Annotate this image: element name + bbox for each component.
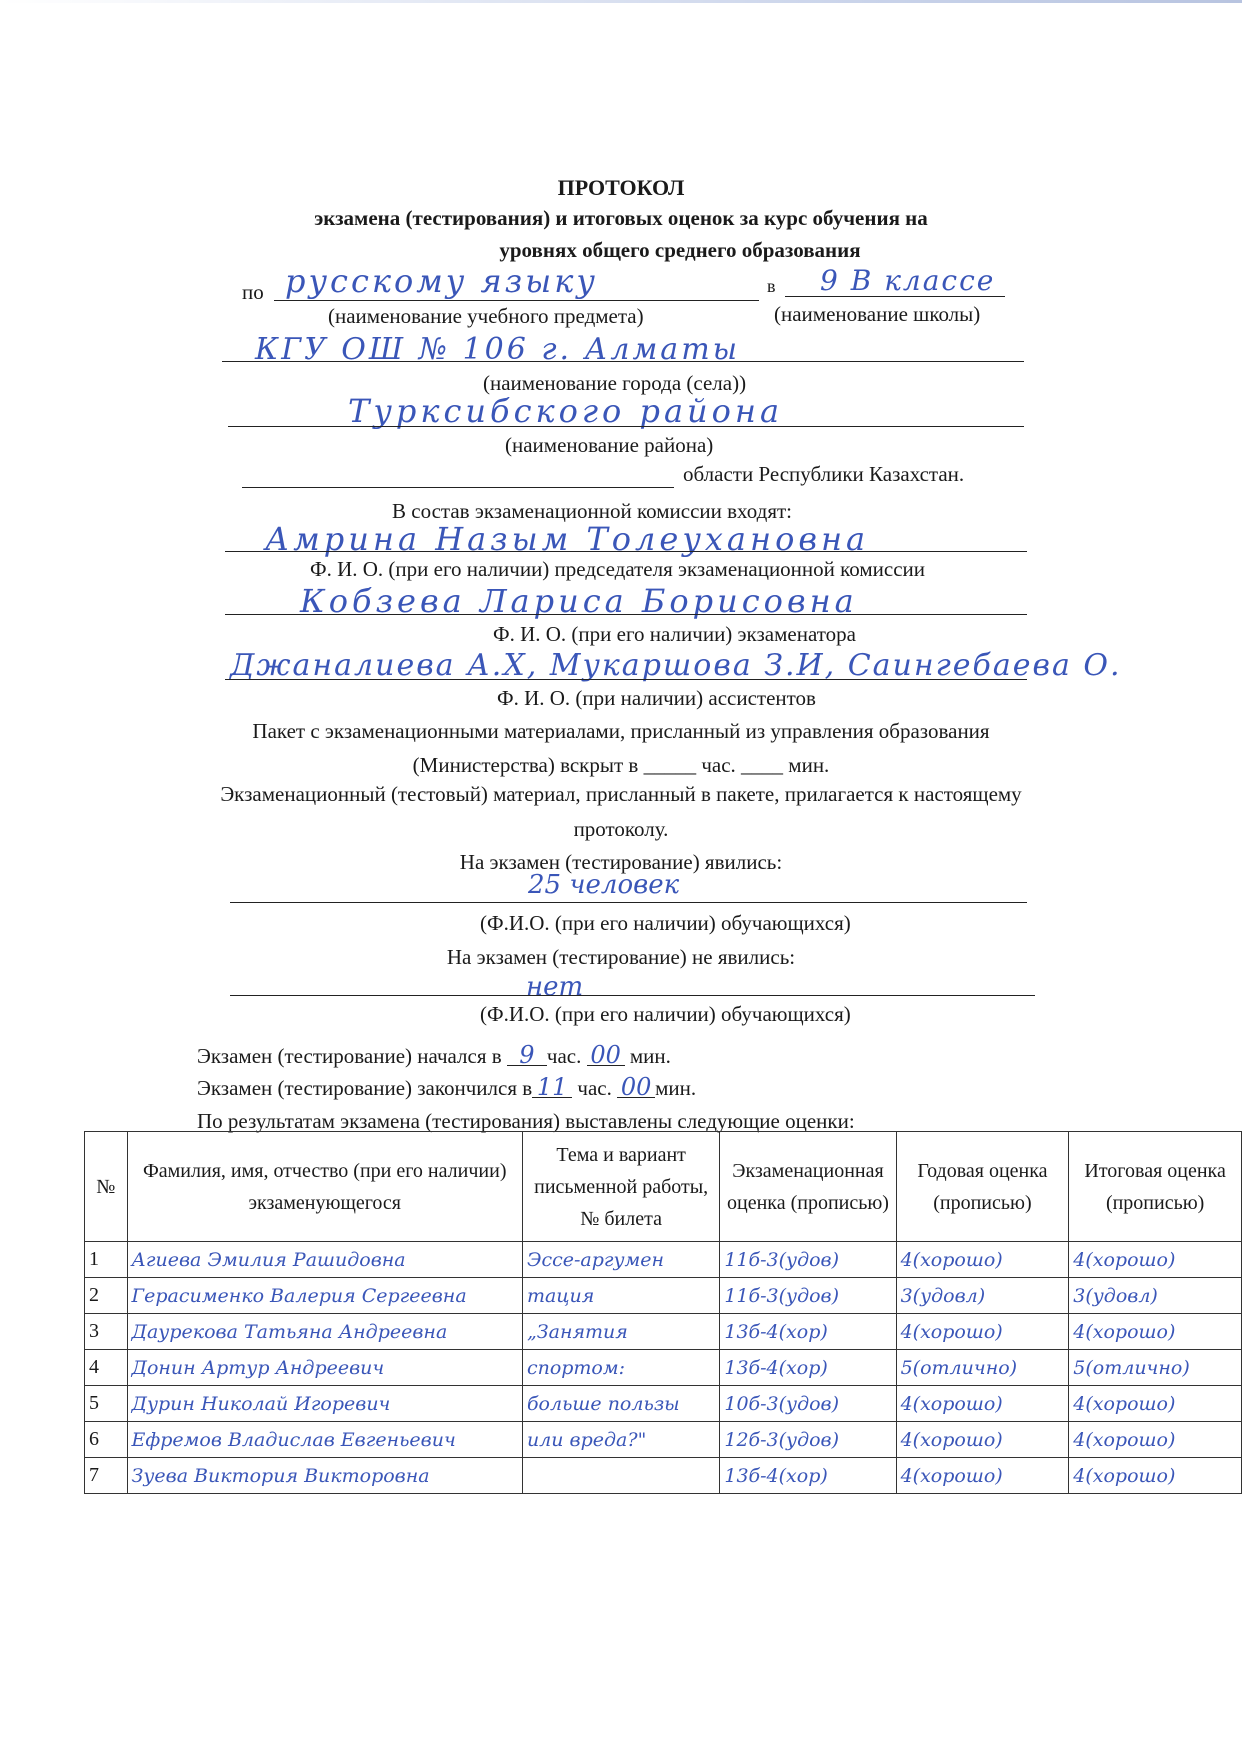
row-exam-grade: 11б-3(удов) bbox=[720, 1278, 896, 1314]
header-topic: Тема и вариант письменной работы, № билета bbox=[522, 1132, 719, 1242]
document-subtitle-line1: экзамена (тестирования) и итоговых оценок за курс обучения на bbox=[314, 206, 928, 230]
table-row bbox=[85, 1278, 1242, 1314]
end-time-row bbox=[197, 1073, 697, 1101]
chair-value: Амрина Назым Толеухановна bbox=[265, 520, 870, 558]
present-label: На экзамен (тестирование) явились: bbox=[459, 850, 783, 874]
row-topic: или вреда?" bbox=[522, 1422, 719, 1458]
row-final-grade: 4(хорошо) bbox=[1069, 1242, 1242, 1278]
city-caption: (наименование города (села)) bbox=[483, 371, 747, 395]
commission-intro: В состав экзаменационной комиссии входят: bbox=[392, 499, 793, 523]
row-topic: спортом: bbox=[522, 1350, 719, 1386]
examiner-value: Кобзева Лариса Борисовна bbox=[300, 582, 858, 620]
row-topic: тация bbox=[522, 1278, 719, 1314]
row-name: Донин Артур Андреевич bbox=[127, 1350, 522, 1386]
header-annual: Годовая оценка (прописью) bbox=[896, 1132, 1069, 1242]
material-line1: Экзаменационный (тестовый) материал, присланный в пакете, прилагается к настоящему bbox=[220, 782, 1022, 806]
row-name: Ефремов Владислав Евгеньевич bbox=[127, 1422, 522, 1458]
row-exam-grade: 13б-4(хор) bbox=[720, 1350, 896, 1386]
district-caption: (наименование района) bbox=[505, 433, 714, 457]
row-num: 1 bbox=[85, 1242, 128, 1278]
scan-edge bbox=[0, 0, 1242, 3]
end-hour: 11 bbox=[532, 1077, 572, 1098]
row-annual-grade: 5(отлично) bbox=[896, 1350, 1069, 1386]
end-min: 00 bbox=[617, 1077, 655, 1098]
chair-underline bbox=[225, 551, 1027, 552]
absent-caption: (Ф.И.О. (при его наличии) обучающихся) bbox=[480, 1002, 851, 1026]
school-underline bbox=[222, 361, 1024, 362]
chair-caption: Ф. И. О. (при его наличии) председателя экзаменационной комиссии bbox=[310, 557, 926, 581]
row-name: Герасименко Валерия Сергеевна bbox=[127, 1278, 522, 1314]
row-num: 4 bbox=[85, 1350, 128, 1386]
row-annual-grade: 3(удовл) bbox=[896, 1278, 1069, 1314]
absent-label: На экзамен (тестирование) не явились: bbox=[446, 945, 796, 969]
row-name: Дурин Николай Игоревич bbox=[127, 1386, 522, 1422]
absent-value: нет bbox=[526, 972, 584, 1002]
header-exam: Экзаменационная оценка (прописью) bbox=[720, 1132, 896, 1242]
subject-prefix: по bbox=[242, 280, 264, 304]
row-num: 6 bbox=[85, 1422, 128, 1458]
start-hour-label: час. bbox=[546, 1044, 582, 1068]
row-annual-grade: 4(хорошо) bbox=[896, 1422, 1069, 1458]
header-num: № bbox=[85, 1132, 128, 1242]
subject-underline bbox=[274, 300, 759, 301]
row-final-grade: 4(хорошо) bbox=[1069, 1422, 1242, 1458]
row-final-grade: 5(отлично) bbox=[1069, 1350, 1242, 1386]
school-caption: (наименование школы) bbox=[774, 302, 981, 326]
table-row bbox=[85, 1350, 1242, 1386]
header-name: Фамилия, имя, отчество (при его наличии) экзаменующегося bbox=[127, 1132, 522, 1242]
row-exam-grade: 13б-4(хор) bbox=[720, 1458, 896, 1494]
assistants-caption: Ф. И. О. (при наличии) ассистентов bbox=[497, 686, 816, 710]
row-num: 7 bbox=[85, 1458, 128, 1494]
row-num: 2 bbox=[85, 1278, 128, 1314]
start-min-label: мин. bbox=[629, 1044, 671, 1068]
row-exam-grade: 11б-3(удов) bbox=[720, 1242, 896, 1278]
row-annual-grade: 4(хорошо) bbox=[896, 1458, 1069, 1494]
start-time-row bbox=[197, 1041, 671, 1069]
region-suffix: области Республики Казахстан. bbox=[683, 462, 965, 486]
table-row bbox=[85, 1458, 1242, 1494]
present-caption: (Ф.И.О. (при его наличии) обучающихся) bbox=[480, 911, 851, 935]
row-num: 3 bbox=[85, 1314, 128, 1350]
region-underline bbox=[242, 487, 674, 488]
grades-table bbox=[84, 1131, 1242, 1494]
end-prefix: Экзамен (тестирование) закончился в bbox=[197, 1076, 533, 1100]
present-underline bbox=[230, 902, 1027, 903]
row-topic: Эссе-аргумен bbox=[522, 1242, 719, 1278]
row-topic bbox=[522, 1458, 719, 1494]
row-name: Агиева Эмилия Рашидовна bbox=[127, 1242, 522, 1278]
row-final-grade: 4(хорошо) bbox=[1069, 1458, 1242, 1494]
subject-value: русскому языку bbox=[285, 262, 598, 300]
city-underline bbox=[228, 426, 1024, 427]
document-subtitle-line2: уровнях общего среднего образования bbox=[499, 238, 861, 262]
city-value: Турксибского района bbox=[348, 392, 784, 430]
package-line1: Пакет с экзаменационными материалами, присланный из управления образования bbox=[252, 719, 990, 743]
row-exam-grade: 13б-4(хор) bbox=[720, 1314, 896, 1350]
row-final-grade: 4(хорошо) bbox=[1069, 1314, 1242, 1350]
class-value: 9 В классе bbox=[820, 264, 996, 297]
row-annual-grade: 4(хорошо) bbox=[896, 1314, 1069, 1350]
class-in-label: в bbox=[767, 276, 776, 296]
start-min: 00 bbox=[587, 1045, 625, 1066]
row-final-grade: 3(удовл) bbox=[1069, 1278, 1242, 1314]
table-header-row bbox=[85, 1132, 1242, 1242]
table-row bbox=[85, 1242, 1242, 1278]
row-annual-grade: 4(хорошо) bbox=[896, 1242, 1069, 1278]
absent-underline bbox=[230, 995, 1035, 996]
results-intro: По результатам экзамена (тестирования) выставлены следующие оценки: bbox=[197, 1109, 855, 1133]
document-title: ПРОТОКОЛ bbox=[557, 175, 685, 200]
end-min-label: мин. bbox=[655, 1076, 697, 1100]
examiner-underline bbox=[225, 614, 1027, 615]
header-final: Итоговая оценка (прописью) bbox=[1069, 1132, 1242, 1242]
row-topic: „Занятия bbox=[522, 1314, 719, 1350]
table-row bbox=[85, 1314, 1242, 1350]
row-annual-grade: 4(хорошо) bbox=[896, 1386, 1069, 1422]
assistants-underline bbox=[225, 679, 1027, 680]
school-value: КГУ ОШ № 106 г. Алматы bbox=[255, 332, 741, 367]
subject-caption: (наименование учебного предмета) bbox=[328, 304, 644, 328]
row-topic: больше пользы bbox=[522, 1386, 719, 1422]
examiner-caption: Ф. И. О. (при его наличии) экзаменатора bbox=[493, 622, 856, 646]
assistants-value: Джаналиева А.Х, Мукаршова З.И, Саингебаева О. bbox=[230, 648, 1122, 683]
table-row bbox=[85, 1422, 1242, 1458]
end-hour-label: час. bbox=[577, 1076, 612, 1100]
package-line2: (Министерства) вскрыт в _____ час. ____ мин. bbox=[412, 753, 830, 777]
material-line2: протоколу. bbox=[573, 817, 669, 841]
table-row bbox=[85, 1386, 1242, 1422]
start-hour: 9 bbox=[507, 1045, 547, 1066]
row-final-grade: 4(хорошо) bbox=[1069, 1386, 1242, 1422]
row-name: Зуева Виктория Викторовна bbox=[127, 1458, 522, 1494]
row-exam-grade: 12б-3(удов) bbox=[720, 1422, 896, 1458]
start-prefix: Экзамен (тестирование) начался в bbox=[197, 1044, 502, 1068]
row-num: 5 bbox=[85, 1386, 128, 1422]
row-name: Даурекова Татьяна Андреевна bbox=[127, 1314, 522, 1350]
row-exam-grade: 10б-3(удов) bbox=[720, 1386, 896, 1422]
present-value: 25 человек bbox=[528, 870, 680, 900]
